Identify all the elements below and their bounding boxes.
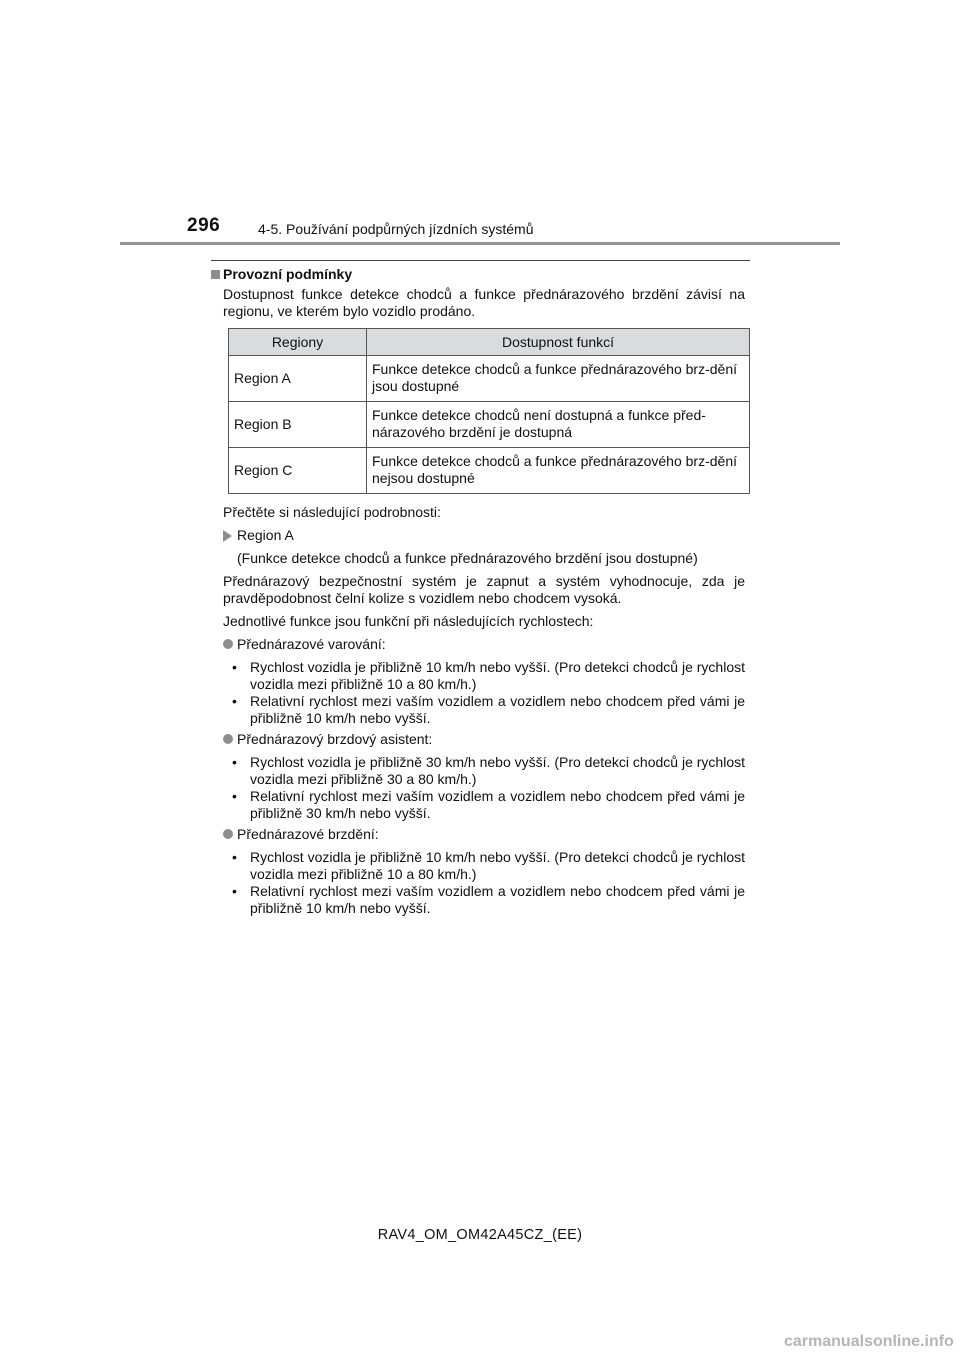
table-row	[229, 448, 750, 494]
region-subheading	[223, 527, 745, 544]
list-item-text: Rychlost vozidla je přibližně 30 km/h nebo vyšší. (Pro detekci chodců je rychlost vozidla mezi přibližně 30 a 80 km/h.)	[250, 754, 745, 787]
dot-bullet: •	[232, 883, 237, 899]
arrow-right-icon	[223, 530, 232, 542]
function-title: Přednárazové varování:	[237, 636, 386, 652]
table-row	[229, 356, 750, 402]
list-item	[223, 849, 745, 883]
list-item	[223, 693, 745, 727]
section-rule	[211, 260, 750, 261]
table-row	[229, 402, 750, 448]
section-heading	[223, 266, 745, 283]
header-rule	[120, 242, 840, 245]
section-heading-text: Provozní podmínky	[223, 266, 353, 282]
circle-bullet-icon	[223, 639, 233, 649]
region-note: (Funkce detekce chodců a funkce přednárazového brzdění jsou dostupné)	[237, 550, 698, 566]
page-number: 296	[187, 215, 221, 236]
function-conditions	[223, 754, 745, 822]
list-item-text: Relativní rychlost mezi vaším vozidlem a vozidlem nebo chodcem před vámi je přibližně 10 km/h nebo vyšší.	[250, 883, 745, 916]
region-cell: Region A	[229, 356, 367, 402]
list-item	[223, 754, 745, 788]
circle-bullet-icon	[223, 829, 233, 839]
circle-bullet-icon	[223, 734, 233, 744]
regions-table	[228, 328, 750, 494]
list-item-text: Rychlost vozidla je přibližně 10 km/h nebo vyšší. (Pro detekci chodců je rychlost vozidla mezi přibližně 10 a 80 km/h.)	[250, 849, 745, 882]
list-item-text: Relativní rychlost mezi vaším vozidlem a vozidlem nebo chodcem před vámi je přibližně 10 km/h nebo vyšší.	[250, 693, 745, 726]
dot-bullet: •	[232, 659, 237, 675]
list-item	[223, 883, 745, 917]
dot-bullet: •	[232, 788, 237, 804]
watermark: carmanualsonline.info	[784, 1333, 954, 1350]
page-content	[223, 266, 745, 921]
square-bullet-icon	[211, 270, 220, 279]
dot-bullet: •	[232, 754, 237, 770]
function-heading	[223, 636, 745, 653]
list-item	[223, 659, 745, 693]
column-header-availability: Dostupnost funkcí	[367, 329, 750, 356]
region-cell: Region C	[229, 448, 367, 494]
function-heading	[223, 731, 745, 748]
list-item-text: Relativní rychlost mezi vaším vozidlem a vozidlem nebo chodcem před vámi je přibližně 30 km/h nebo vyšší.	[250, 788, 745, 821]
function-title: Přednárazové brzdění:	[237, 826, 379, 842]
table-header-row	[229, 329, 750, 356]
speeds-intro: Jednotlivé funkce jsou funkční při následujících rychlostech:	[223, 613, 594, 629]
function-heading	[223, 826, 745, 843]
list-item-text: Rychlost vozidla je přibližně 10 km/h nebo vyšší. (Pro detekci chodců je rychlost vozidla mezi přibližně 10 a 80 km/h.)	[250, 659, 745, 692]
region-subheading-text: Region A	[237, 527, 294, 543]
function-title: Přednárazový brzdový asistent:	[237, 731, 433, 747]
document-code: RAV4_OM_OM42A45CZ_(EE)	[377, 1227, 583, 1243]
column-header-regions: Regiony	[229, 329, 367, 356]
chapter-title: 4-5. Používání podpůrných jízdních systémů	[258, 221, 534, 237]
section-intro: Dostupnost funkce detekce chodců a funkce přednárazového brzdění závisí na regionu, ve kterém bylo vozidlo prodáno.	[223, 286, 745, 319]
availability-cell: Funkce detekce chodců a funkce přednárazového brz-dění jsou dostupné	[367, 356, 750, 402]
list-item	[223, 788, 745, 822]
region-cell: Region B	[229, 402, 367, 448]
system-description: Přednárazový bezpečnostní systém je zapnut a systém vyhodnocuje, zda je pravděpodobnost čelní kolize s vozidlem nebo chodcem vysoká.	[223, 573, 745, 606]
dot-bullet: •	[232, 849, 237, 865]
read-more-text: Přečtěte si následující podrobnosti:	[223, 504, 441, 520]
dot-bullet: •	[232, 693, 237, 709]
availability-cell: Funkce detekce chodců a funkce přednárazového brz-dění nejsou dostupné	[367, 448, 750, 494]
function-conditions	[223, 659, 745, 727]
availability-cell: Funkce detekce chodců není dostupná a funkce před-nárazového brzdění je dostupná	[367, 402, 750, 448]
function-conditions	[223, 849, 745, 917]
